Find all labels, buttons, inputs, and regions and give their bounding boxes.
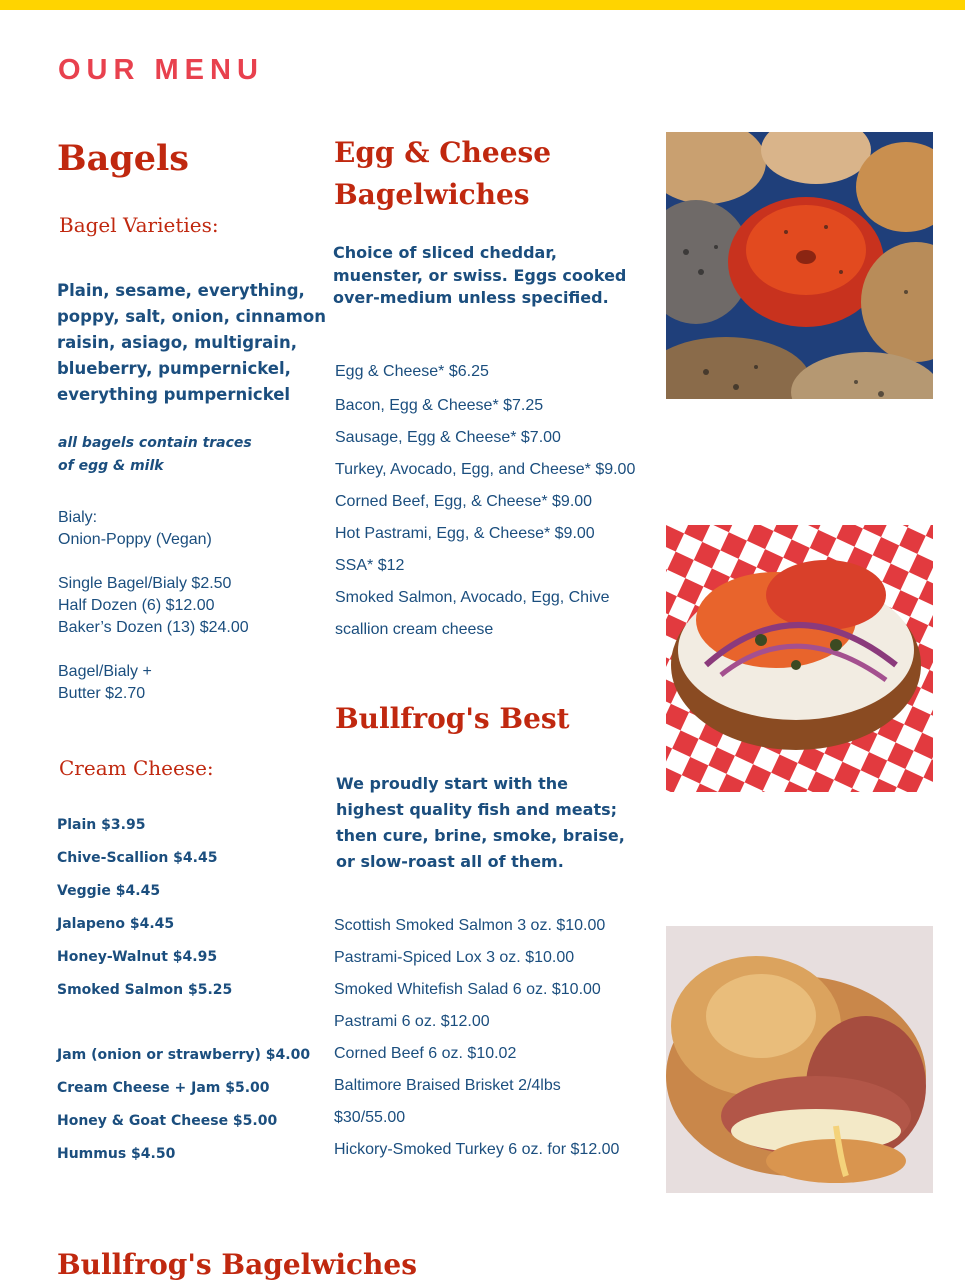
egg-cheese-title [334,132,551,216]
list-item: Honey & Goat Cheese $5.00 [57,1113,278,1129]
bagels-photo [666,132,933,399]
bagel-pricing [58,507,249,705]
egg-cheese-list [335,356,635,646]
list-item: Pastrami 6 oz. $12.00 [334,1013,490,1030]
bialy-line: Bialy: [58,509,98,526]
list-item: Hot Pastrami, Egg, & Cheese* $9.00 [335,525,595,542]
list-item: Bacon, Egg & Cheese* $7.25 [335,397,544,414]
bialy-line: Onion-Poppy (Vegan) [58,531,212,548]
cream-cheese-heading: Cream Cheese: [59,756,214,780]
cream-cheese-list [57,809,232,1007]
description-line: Choice of sliced cheddar, [333,243,557,262]
bagel-varieties-list [57,278,326,408]
variety-line: Plain, sesame, everything, [57,281,305,300]
list-item: Honey-Walnut $4.95 [57,949,218,965]
list-item: Pastrami-Spiced Lox 3 oz. $10.00 [334,949,575,966]
egg-cheese-description [333,242,626,310]
pricing-line: Half Dozen (6) $12.00 [58,597,215,614]
butter-line: Bagel/Bialy + [58,663,152,680]
list-item: $30/55.00 [334,1109,406,1126]
description-line: muenster, or swiss. Eggs cooked [333,265,627,285]
allergy-line: of egg & milk [58,458,164,474]
list-item: Baltimore Braised Brisket 2/4lbs [334,1077,561,1094]
description-line: or slow-roast all of them. [336,852,564,871]
list-item: Smoked Whitefish Salad 6 oz. $10.00 [334,981,601,998]
bagelwiches-title: Bullfrog's Bagelwiches [57,1248,417,1281]
pricing-line: Single Bagel/Bialy $2.50 [58,575,232,592]
variety-line: poppy, salt, onion, cinnamon [57,307,326,326]
list-item: Hickory-Smoked Turkey 6 oz. for $12.00 [334,1141,620,1158]
list-item: Sausage, Egg & Cheese* $7.00 [335,429,561,446]
title-line: Egg & Cheese [334,136,552,169]
list-item: Veggie $4.45 [57,883,161,899]
best-description [336,771,625,875]
variety-line: blueberry, pumpernickel, [57,359,291,378]
list-item: scallion cream cheese [335,621,494,638]
lox-bagel-photo [666,525,933,792]
description-line: highest quality fish and meats; [336,800,618,819]
list-item: Turkey, Avocado, Egg, and Cheese* $9.00 [335,461,636,478]
title-line: Bagelwiches [334,178,530,211]
butter-line: Butter $2.70 [58,685,146,702]
list-item: Smoked Salmon, Avocado, Egg, Chive [335,589,610,606]
pricing-line: Baker’s Dozen (13) $24.00 [58,619,249,636]
best-title: Bullfrog's Best [335,702,570,735]
list-item: Chive-Scallion $4.45 [57,850,218,866]
variety-line: raisin, asiago, multigrain, [57,333,297,352]
list-item: Jam (onion or strawberry) $4.00 [57,1047,311,1063]
best-list [334,910,619,1166]
list-item: Hummus $4.50 [57,1146,176,1162]
cream-cheese-extras-list [57,1039,310,1171]
bagel-varieties-heading: Bagel Varieties: [59,213,219,237]
top-accent-bar [0,0,965,10]
list-item: Corned Beef 6 oz. $10.02 [334,1045,517,1062]
variety-line: everything pumpernickel [57,385,291,404]
list-item: Cream Cheese + Jam $5.00 [57,1080,270,1096]
list-item: Corned Beef, Egg, & Cheese* $9.00 [335,493,593,510]
description-line: We proudly start with the [336,774,569,793]
list-item: SSA* $12 [335,557,405,574]
pastrami-sandwich-photo [666,926,933,1193]
list-item: Smoked Salmon $5.25 [57,982,233,998]
page-title: OUR MENU [58,54,264,86]
list-item: Egg & Cheese* $6.25 [335,363,489,380]
description-line: over-medium unless specified. [333,288,609,307]
list-item: Jalapeno $4.45 [57,916,175,932]
list-item: Scottish Smoked Salmon 3 oz. $10.00 [334,917,606,934]
list-item: Plain $3.95 [57,817,146,833]
description-line: then cure, brine, smoke, braise, [336,826,625,845]
bagels-title: Bagels [57,138,190,179]
allergy-line: all bagels contain traces [58,435,252,451]
allergy-note [58,432,252,478]
